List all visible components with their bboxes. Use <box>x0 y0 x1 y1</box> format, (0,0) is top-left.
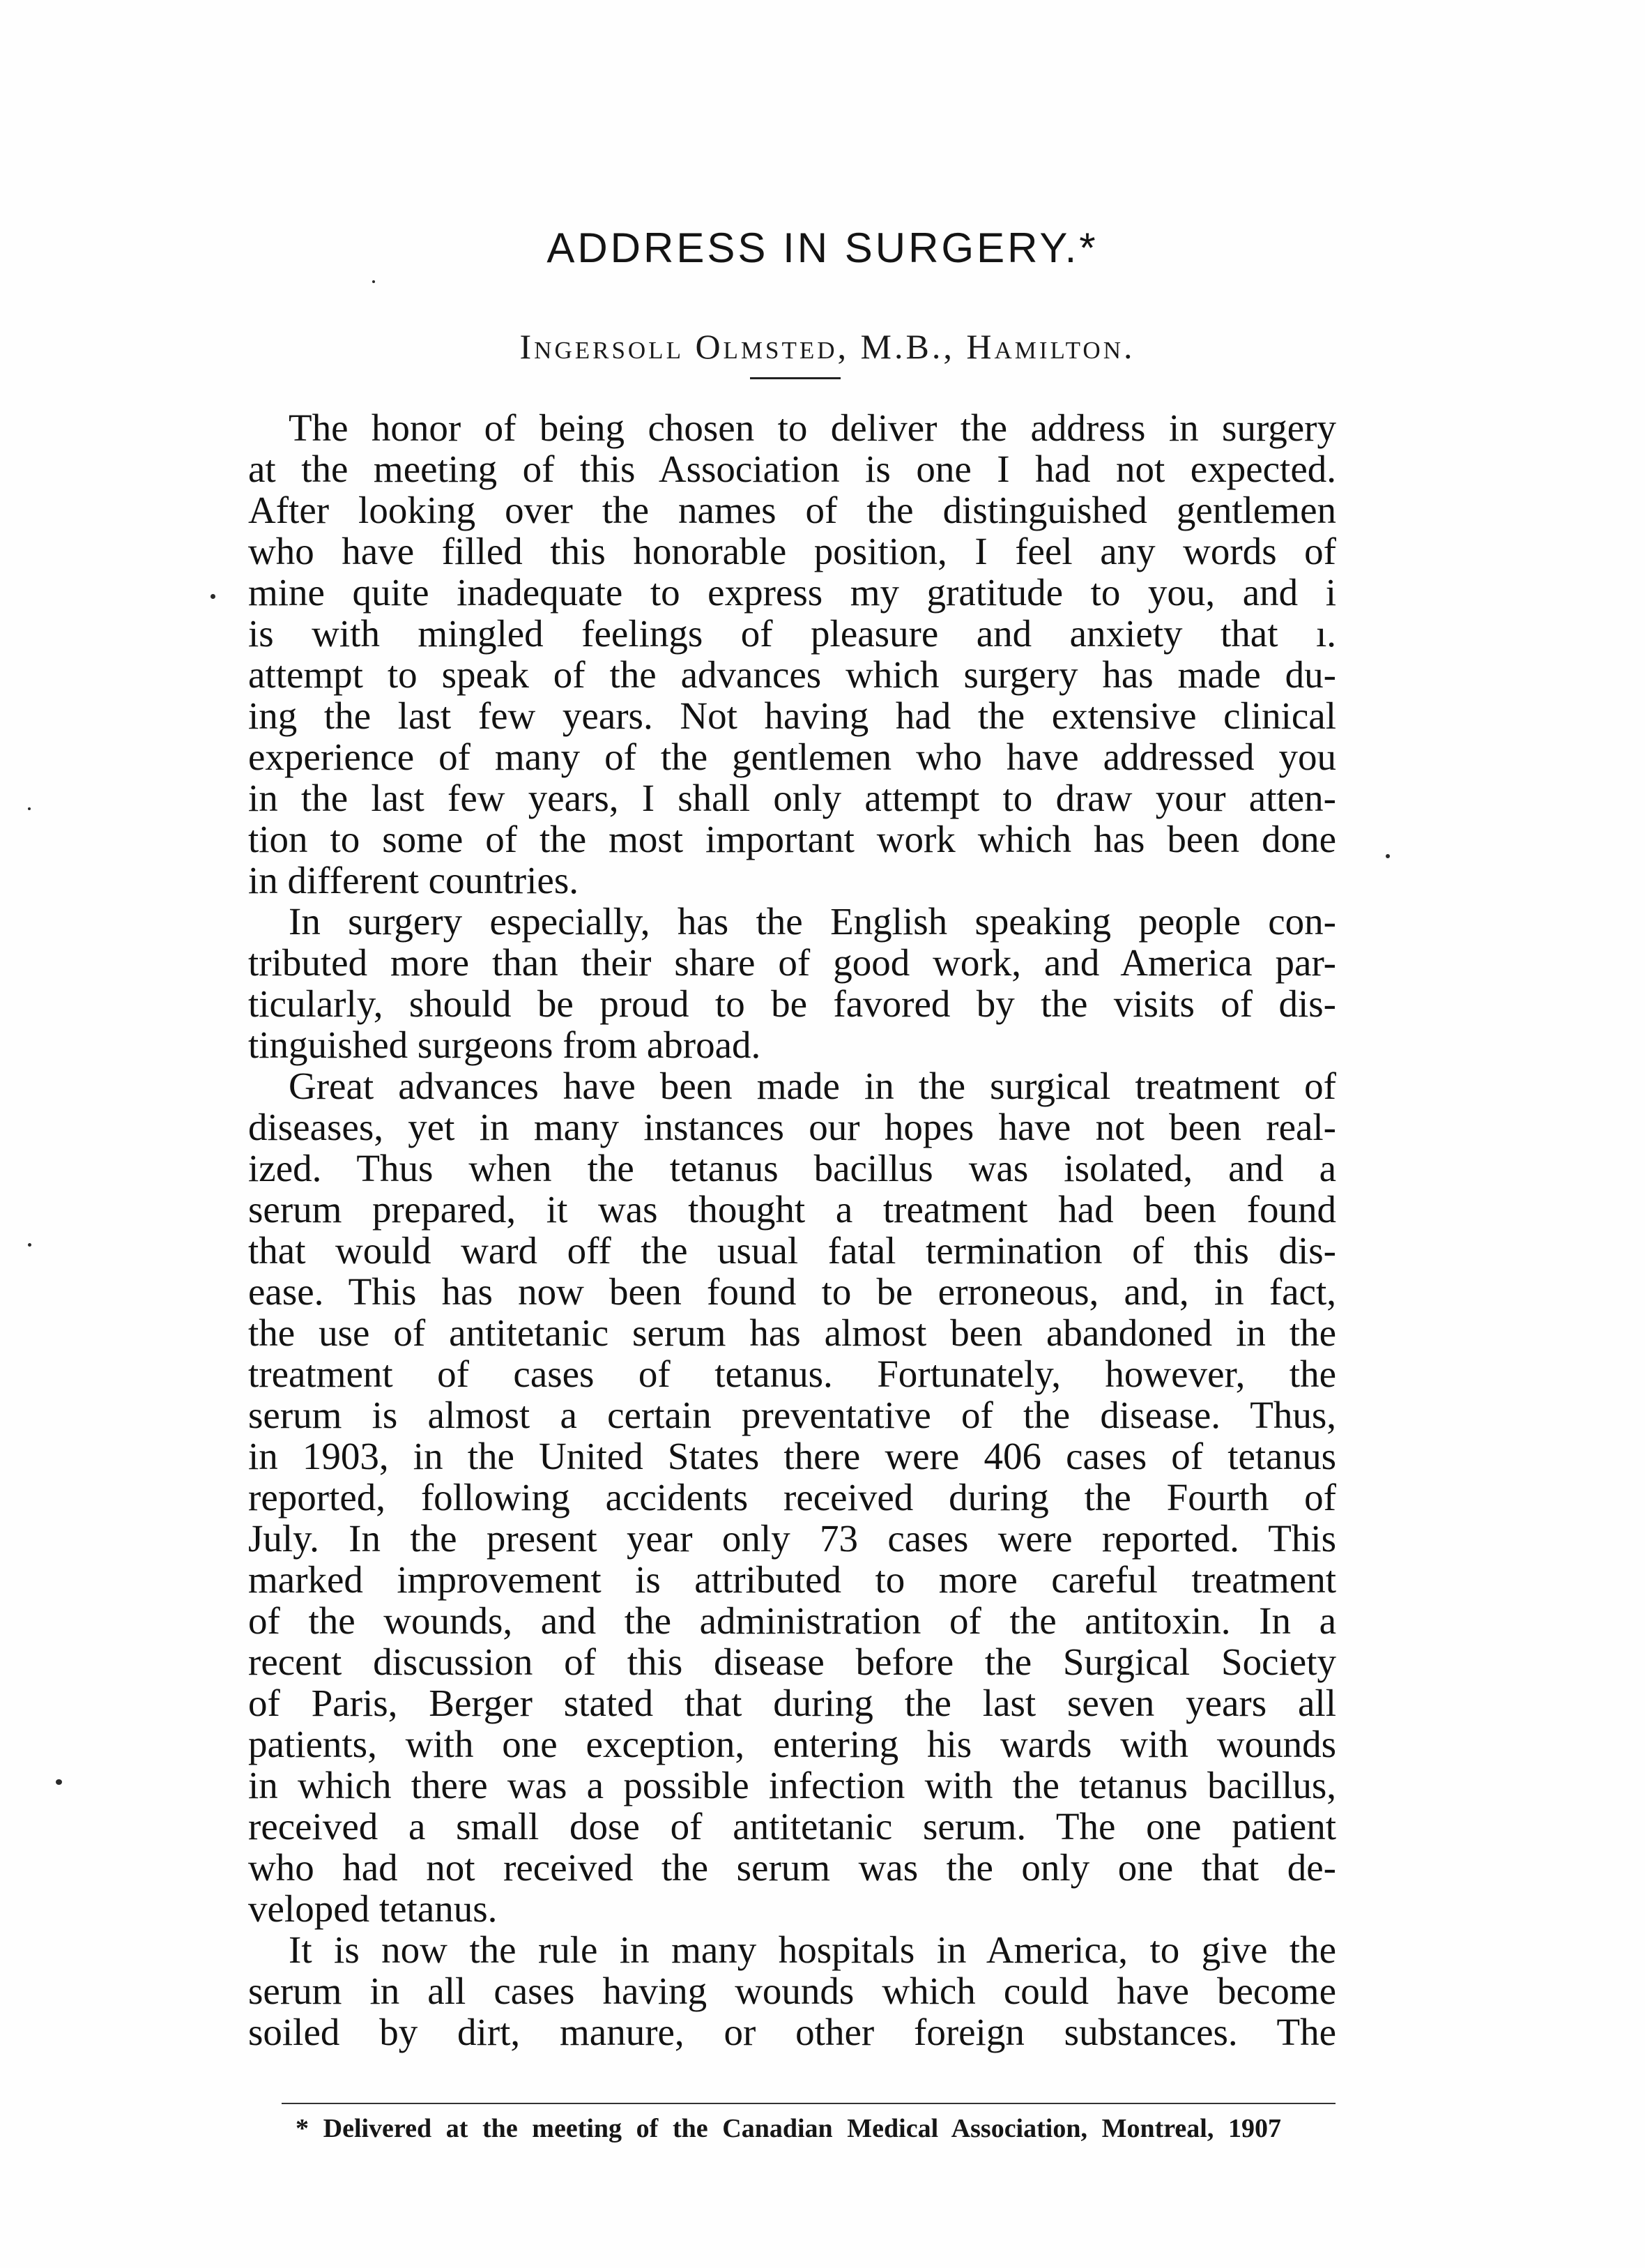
text-line: ease. This has now been found to be erroneous, and, in fact, <box>248 1270 1336 1313</box>
paragraph <box>248 901 1336 1065</box>
text-line: in the last few years, I shall only attempt to draw your atten- <box>248 777 1336 819</box>
text-line: serum prepared, it was thought a treatment had been found <box>248 1188 1336 1231</box>
text-line: that would ward off the usual fatal termination of this dis- <box>248 1229 1336 1272</box>
text-line: patients, with one exception, entering his wards with wounds <box>248 1723 1336 1765</box>
text-line: serum in all cases having wounds which could have become <box>248 1970 1336 2012</box>
title-divider <box>750 377 841 379</box>
text-line: in different countries. <box>248 859 579 901</box>
text-line: who have filled this honorable position, I feel any words of <box>248 530 1336 572</box>
text-line: veloped tetanus. <box>248 1887 498 1930</box>
text-line: in which there was a possible infection with the tetanus bacillus, <box>248 1764 1336 1806</box>
text-line: ing the last few years. Not having had the extensive clinical <box>248 694 1336 737</box>
article-title: ADDRESS IN SURGERY.* <box>546 224 1099 271</box>
text-line: attempt to speak of the advances which surgery has made du- <box>248 653 1336 696</box>
footnote: * Delivered at the meeting of the Canadian Medical Association, Montreal, 1907 <box>296 2114 1281 2143</box>
text-line: ized. Thus when the tetanus bacillus was isolated, and a <box>248 1147 1336 1189</box>
paragraph <box>248 1065 1336 1929</box>
text-line: July. In the present year only 73 cases were reported. This <box>248 1517 1336 1560</box>
scan-speck <box>28 807 31 810</box>
text-line: soiled by dirt, manure, or other foreign substances. The <box>248 2011 1336 2053</box>
scan-speck <box>56 1779 62 1785</box>
scan-speck <box>211 594 215 599</box>
text-line: experience of many of the gentlemen who have addressed you <box>248 736 1336 778</box>
text-line: in 1903, in the United States there were 406 cases of tetanus <box>248 1435 1336 1477</box>
text-line: marked improvement is attributed to more careful treatment <box>248 1558 1336 1601</box>
text-line: at the meeting of this Association is one I had not expected. <box>248 448 1336 490</box>
footnote-divider <box>282 2103 1336 2104</box>
article-author: Ingersoll Olmsted, M.B., Hamilton. <box>519 327 1135 366</box>
text-line: recent discussion of this disease before the Surgical Society <box>248 1641 1336 1683</box>
text-line: It is now the rule in many hospitals in America, to give the <box>289 1928 1336 1971</box>
text-line: treatment of cases of tetanus. Fortunately, however, the <box>248 1353 1336 1395</box>
scan-speck <box>28 1243 31 1247</box>
text-line: is with mingled feelings of pleasure and anxiety that ı. <box>248 612 1336 655</box>
text-line: mine quite inadequate to express my gratitude to you, and i <box>248 571 1336 614</box>
text-line: tion to some of the most important work which has been done <box>248 818 1336 860</box>
text-line: serum is almost a certain preventative of the disease. Thus, <box>248 1394 1336 1436</box>
paragraph <box>248 407 1336 901</box>
scan-speck <box>1386 854 1390 858</box>
text-line: received a small dose of antitetanic serum. The one patient <box>248 1805 1336 1848</box>
text-line: of the wounds, and the administration of the antitoxin. In a <box>248 1599 1336 1642</box>
text-line: tinguished surgeons from abroad. <box>248 1023 761 1066</box>
text-line: After looking over the names of the distinguished gentlemen <box>248 489 1336 531</box>
text-line: The honor of being chosen to deliver the address in surgery <box>289 406 1336 449</box>
text-line: of Paris, Berger stated that during the last seven years all <box>248 1682 1336 1724</box>
text-line: In surgery especially, has the English speaking people con- <box>289 900 1336 943</box>
text-line: diseases, yet in many instances our hopes have not been real- <box>248 1106 1336 1148</box>
text-line: reported, following accidents received during the Fourth of <box>248 1476 1336 1519</box>
text-line: who had not received the serum was the only one that de- <box>248 1846 1336 1889</box>
text-line: tributed more than their share of good work, and America par- <box>248 941 1336 984</box>
scan-speck <box>372 280 375 283</box>
text-line: ticularly, should be proud to be favored by the visits of dis- <box>248 982 1336 1025</box>
text-line: the use of antitetanic serum has almost been abandoned in the <box>248 1311 1336 1354</box>
article-body <box>248 407 1336 2053</box>
text-line: Great advances have been made in the surgical treatment of <box>289 1065 1336 1107</box>
paragraph <box>248 1929 1336 2053</box>
